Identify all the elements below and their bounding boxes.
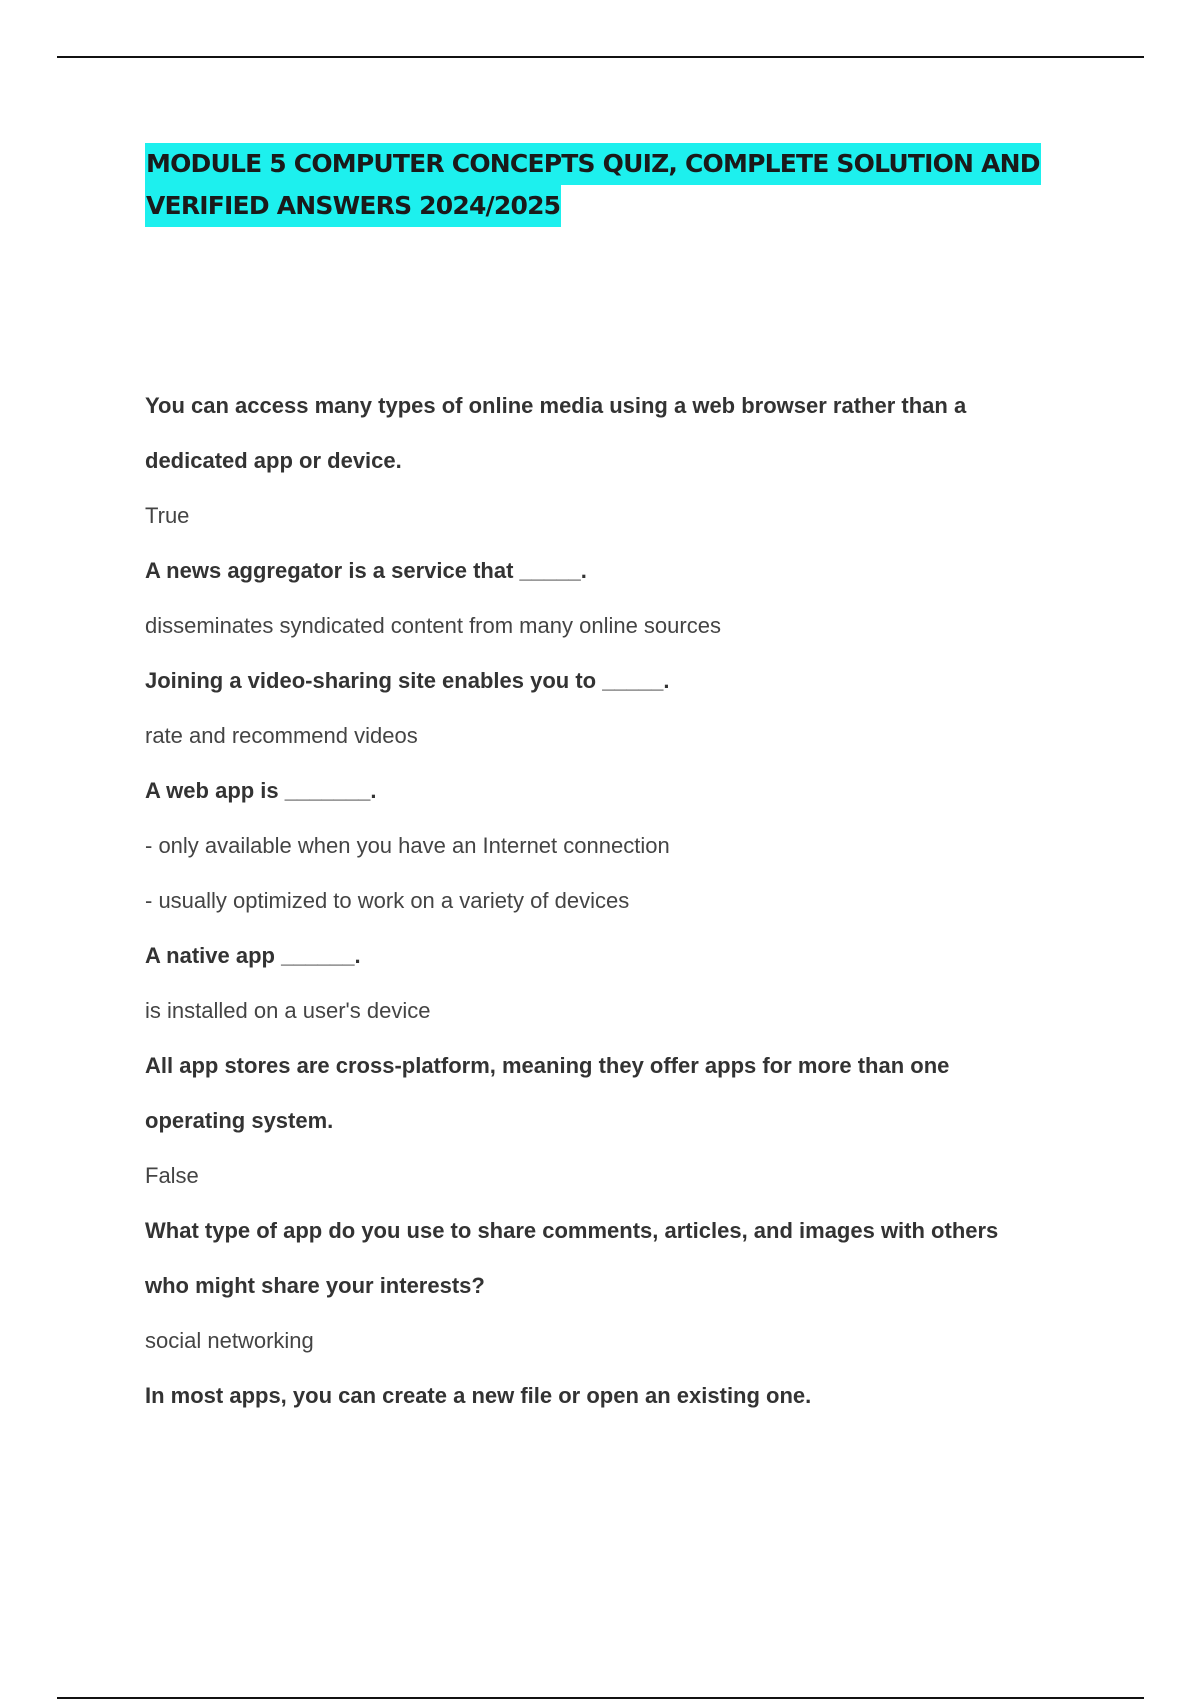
- answer-4-line-1: - only available when you have an Internet connection: [145, 833, 670, 858]
- question-8: In most apps, you can create a new file or open an existing one.: [145, 1383, 812, 1408]
- answer-7: social networking: [145, 1328, 314, 1353]
- question-1-line-2: dedicated app or device.: [145, 448, 402, 473]
- question-4: A web app is _______.: [145, 778, 377, 803]
- question-6-line-2: operating system.: [145, 1108, 334, 1133]
- answer-3: rate and recommend videos: [145, 723, 418, 748]
- answer-4-line-2: - usually optimized to work on a variety of devices: [145, 888, 630, 913]
- question-3: Joining a video-sharing site enables you to _____.: [145, 668, 670, 693]
- answer-1: True: [145, 503, 190, 528]
- question-5: A native app ______.: [145, 943, 361, 968]
- question-7-line-1: What type of app do you use to share comments, articles, and images with others: [145, 1218, 999, 1243]
- answer-2: disseminates syndicated content from many online sources: [145, 613, 721, 638]
- answer-6: False: [145, 1163, 199, 1188]
- footer-rule: [57, 1697, 1144, 1699]
- question-7-line-2: who might share your interests?: [145, 1273, 485, 1298]
- qa-list: [145, 392, 1105, 1410]
- title-line-2: VERIFIED ANSWERS 2024/2025: [145, 185, 561, 227]
- answer-5: is installed on a user's device: [145, 998, 431, 1023]
- document-title: [145, 143, 1065, 227]
- title-line-1: MODULE 5 COMPUTER CONCEPTS QUIZ, COMPLETE SOLUTION AND: [145, 143, 1041, 185]
- question-1-line-1: You can access many types of online media using a web browser rather than a: [145, 393, 967, 418]
- header-rule: [57, 56, 1144, 58]
- question-2: A news aggregator is a service that _____.: [145, 558, 587, 583]
- question-6-line-1: All app stores are cross-platform, meaning they offer apps for more than one: [145, 1053, 950, 1078]
